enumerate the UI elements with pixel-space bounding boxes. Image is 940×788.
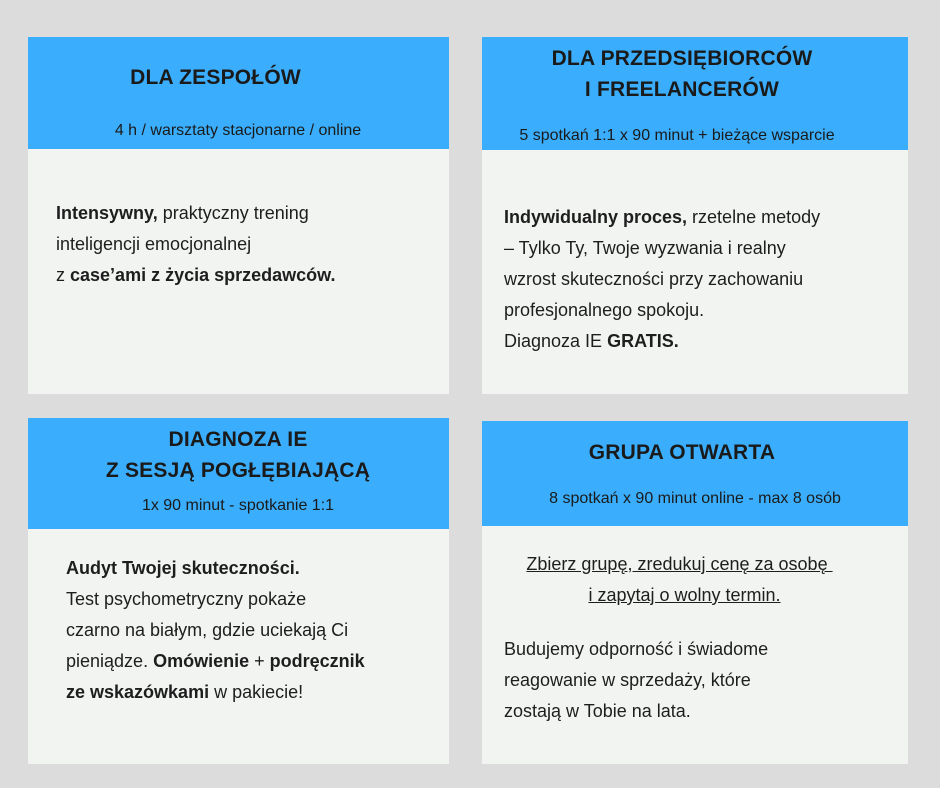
body-line	[504, 202, 904, 233]
card-subtitle: 4 h / warsztaty stacjonarne / online	[114, 122, 362, 139]
body-line: Test psychometryczny pokaże	[66, 589, 307, 609]
body-line	[56, 198, 436, 229]
body-text: praktyczny trening	[157, 203, 309, 223]
card-grupa-otwarta	[482, 421, 908, 764]
body-bold: GRATIS.	[607, 331, 679, 351]
inquiry-link-line[interactable]: Zbierz grupę, zredukuj cenę za osobę	[526, 554, 833, 574]
card-title-line: DLA PRZEDSIĘBIORCÓW	[551, 47, 813, 70]
card-dla-zespolow	[28, 37, 449, 394]
body-text: rzetelne metody	[687, 207, 821, 227]
card-title-line: I FREELANCERÓW	[584, 78, 780, 101]
body-line	[56, 260, 436, 291]
inquiry-link[interactable]	[482, 549, 877, 611]
card-body	[56, 198, 436, 291]
body-text: pieniądze.	[66, 651, 154, 671]
inquiry-link-line[interactable]: i zapytaj o wolny termin.	[588, 585, 781, 605]
body-line	[504, 326, 904, 357]
card-subtitle: 5 spotkań 1:1 x 90 minut + bieżące wsparcie	[519, 127, 835, 144]
body-bold: Intensywny,	[56, 203, 158, 223]
card-body	[504, 202, 904, 357]
body-bold: Omówienie	[153, 651, 250, 671]
body-bold: Indywidualny proces,	[504, 207, 688, 227]
body-line: Budujemy odporność i świadome	[504, 639, 769, 659]
body-bold: Audyt Twojej skuteczności.	[66, 558, 300, 578]
body-bold: ze wskazówkami	[66, 682, 210, 702]
body-line	[66, 553, 436, 584]
card-title	[28, 424, 448, 486]
body-text: inteligencji emocjonalnej	[56, 234, 252, 254]
body-line: wzrost skuteczności przy zachowaniu	[504, 269, 804, 289]
card-title-line: Z SESJĄ POGŁĘBIAJĄCĄ	[105, 459, 371, 482]
card-header	[28, 37, 449, 149]
body-line	[66, 646, 436, 677]
card-title	[482, 43, 882, 105]
body-line: czarno na białym, gdzie uciekają Ci	[66, 620, 349, 640]
card-body	[66, 553, 436, 708]
card-title: GRUPA OTWARTA	[588, 441, 776, 464]
body-line: profesjonalnego spokoju.	[504, 300, 705, 320]
body-bold: case’ami z życia sprzedawców.	[70, 265, 336, 285]
body-line: reagowanie w sprzedaży, które	[504, 670, 751, 690]
body-text: +	[249, 651, 270, 671]
card-header	[28, 418, 449, 529]
body-line	[66, 677, 436, 708]
card-diagnoza-ie	[28, 418, 449, 764]
body-line	[56, 229, 436, 260]
card-title: DLA ZESPOŁÓW	[130, 66, 301, 89]
card-header	[482, 37, 908, 150]
body-line: – Tylko Ty, Twoje wyzwania i realny	[504, 238, 786, 258]
body-bold: podręcznik	[269, 651, 365, 671]
card-subtitle: 8 spotkań x 90 minut online - max 8 osób	[549, 490, 841, 507]
body-line: zostają w Tobie na lata.	[504, 701, 691, 721]
body-text: w pakiecie!	[209, 682, 304, 702]
body-text: Diagnoza IE	[504, 331, 608, 351]
card-subtitle: 1x 90 minut - spotkanie 1:1	[141, 497, 335, 514]
body-text: z	[56, 265, 71, 285]
card-body	[504, 634, 884, 727]
card-dla-przedsiebiorcow	[482, 37, 908, 394]
card-title-line: DIAGNOZA IE	[168, 428, 308, 451]
card-header	[482, 421, 908, 526]
